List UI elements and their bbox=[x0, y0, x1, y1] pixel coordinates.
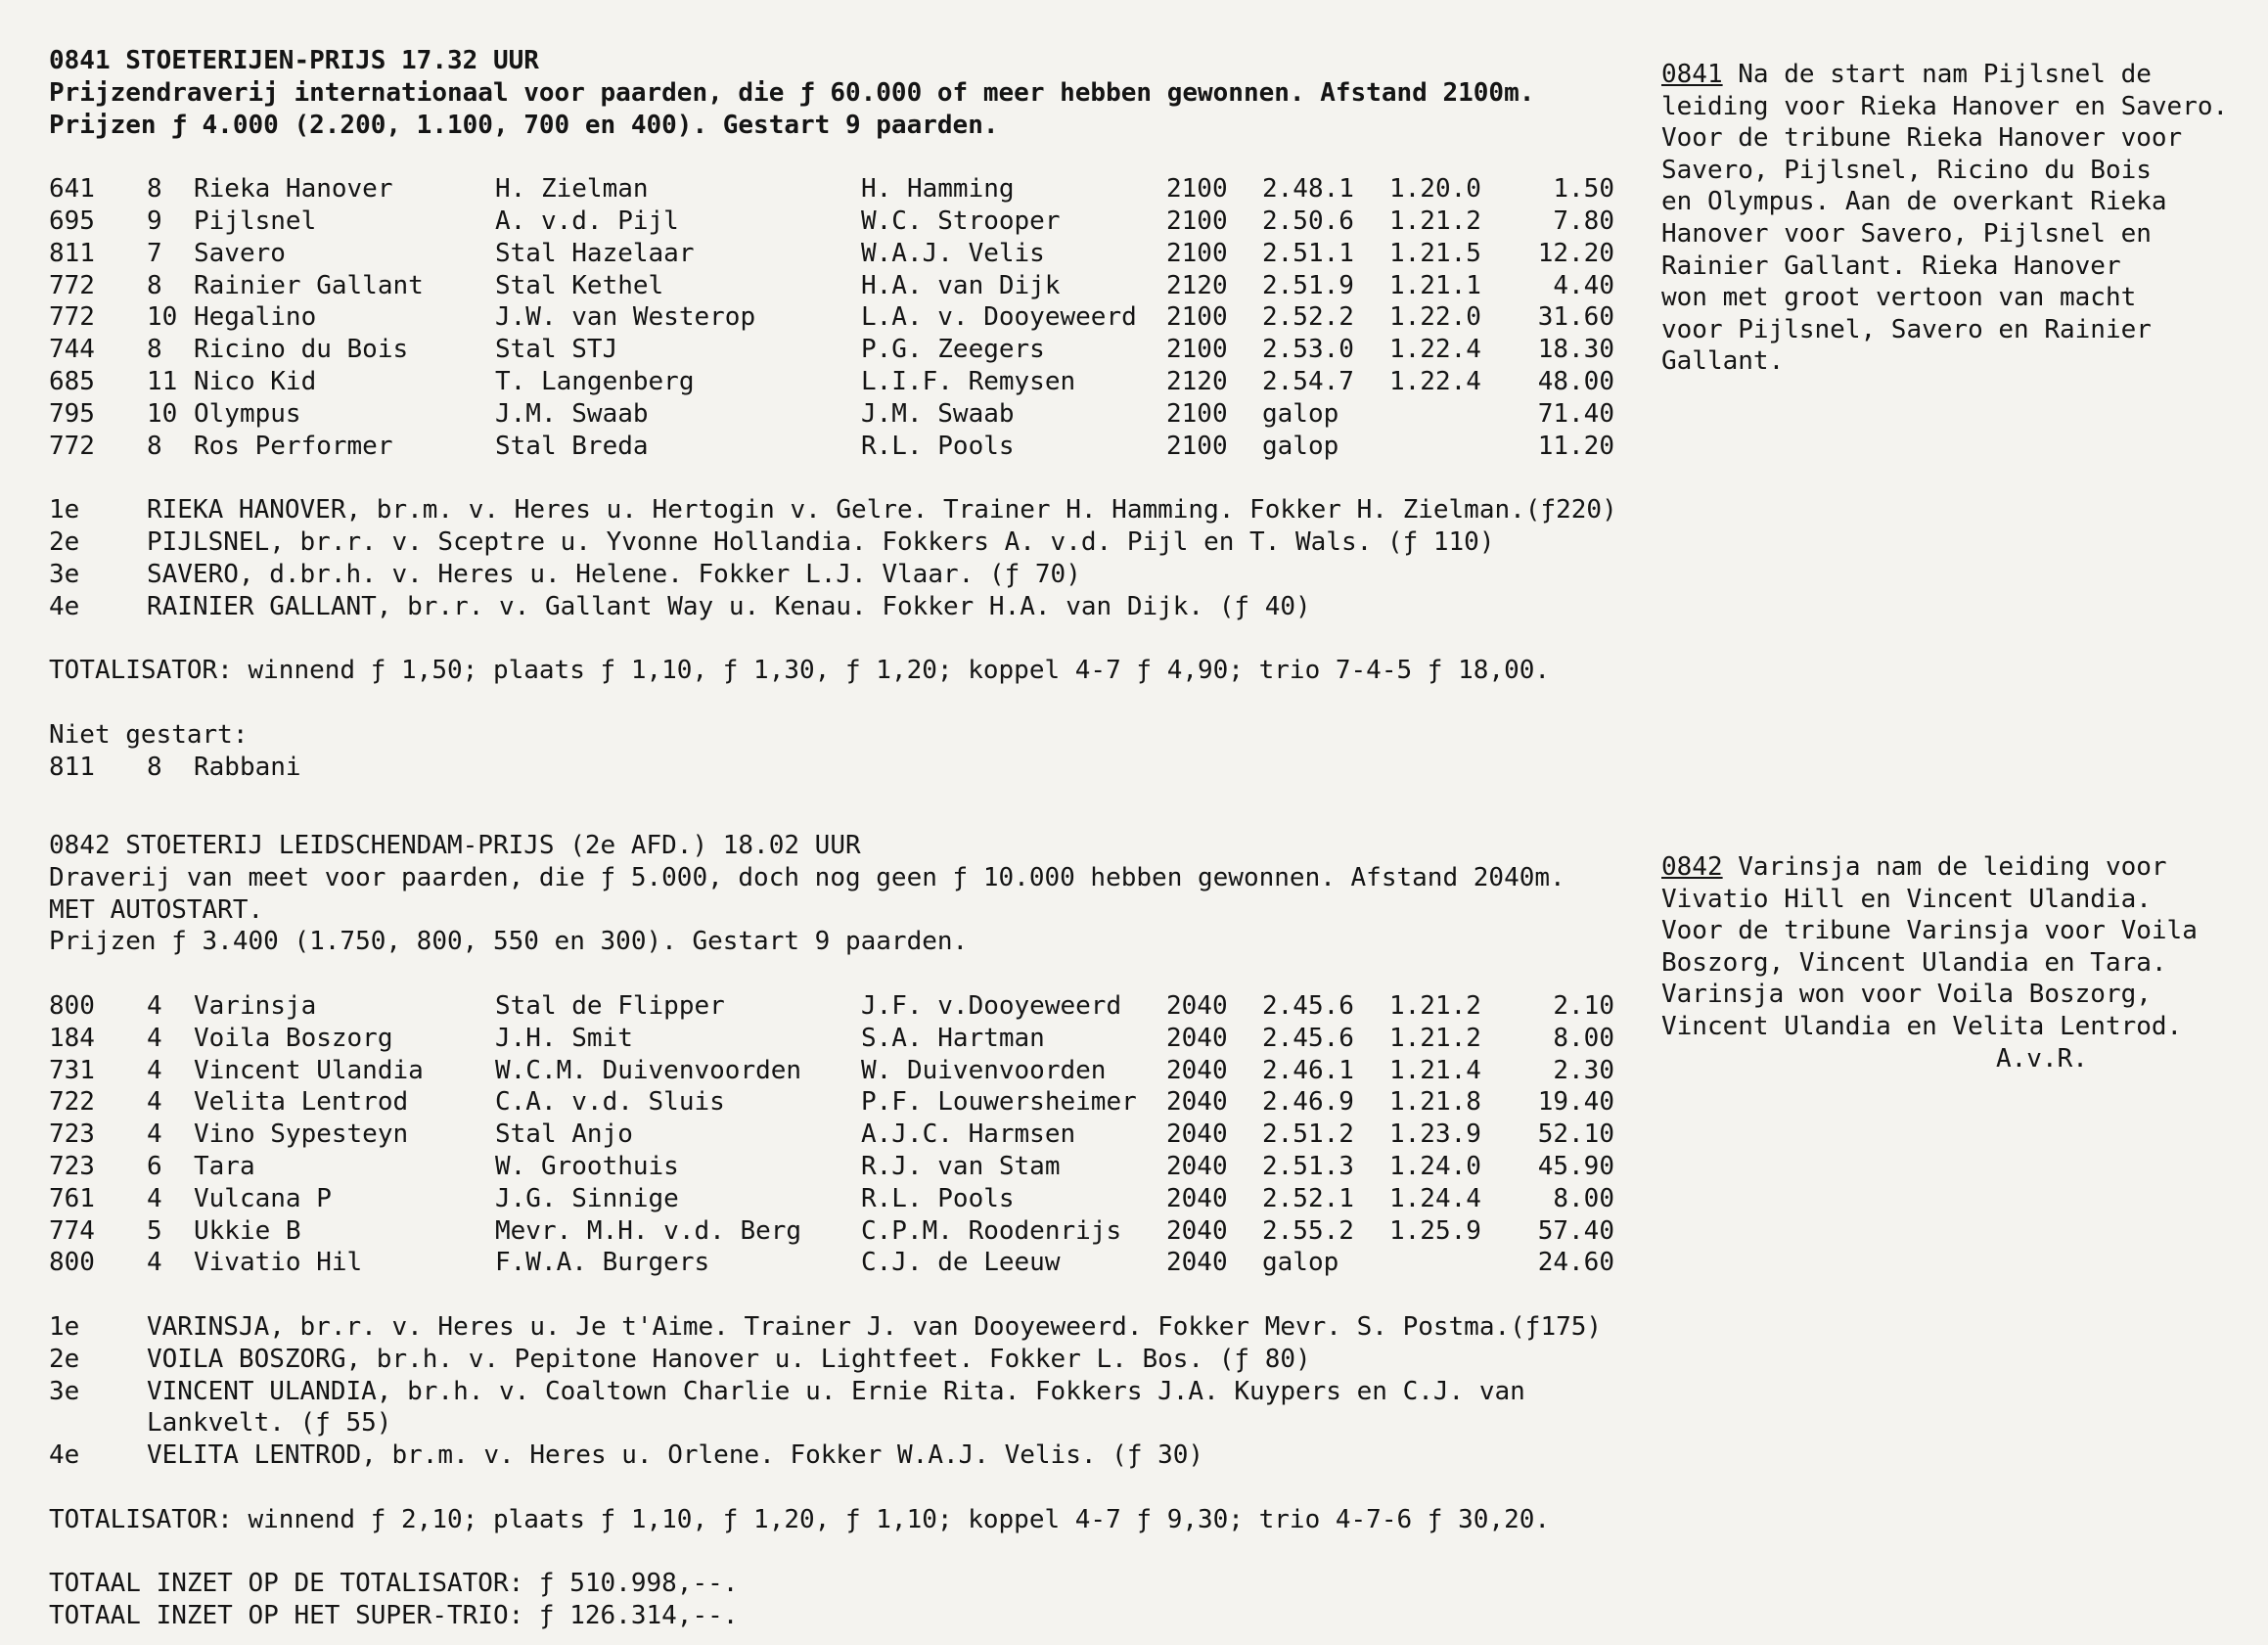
entry-age: 4 bbox=[147, 1023, 162, 1053]
placing-position: 3e bbox=[49, 1376, 80, 1406]
entry-owner: W. Groothuis bbox=[495, 1151, 679, 1181]
placing-row bbox=[49, 1311, 1634, 1344]
entry-time: 2.48.1 bbox=[1262, 174, 1354, 205]
entry-odds: 11.20 bbox=[1537, 431, 1614, 461]
entry-owner: H. Zielman bbox=[495, 174, 649, 205]
table-row bbox=[49, 173, 1634, 206]
entry-trainer: J.F. v.Dooyeweerd bbox=[861, 990, 1122, 1021]
entries-table bbox=[49, 990, 1634, 1279]
table-row bbox=[49, 270, 1634, 302]
commentary-line: voor Pijlsnel, Savero en Rainier bbox=[1661, 314, 2152, 344]
entry-distance: 2040 bbox=[1166, 1215, 1228, 1246]
entry-odds: 57.40 bbox=[1537, 1215, 1614, 1246]
table-row bbox=[49, 1247, 1634, 1279]
not-started-label: Niet gestart: bbox=[49, 719, 249, 750]
entry-trainer: W.A.J. Velis bbox=[861, 238, 1045, 268]
entry-owner: Stal STJ bbox=[495, 335, 618, 365]
placing-text: VELITA LENTROD, br.m. v. Heres u. Orlene. Fokker W.A.J. Velis. (ƒ 30) bbox=[147, 1440, 1204, 1471]
entry-horse: Velita Lentrod bbox=[194, 1087, 409, 1118]
entry-trainer: P.G. Zeegers bbox=[861, 335, 1045, 365]
entry-trainer: P.F. Louwersheimer bbox=[861, 1087, 1137, 1118]
entry-odds: 7.80 bbox=[1553, 206, 1614, 236]
entry-age: 8 bbox=[147, 174, 162, 205]
placing-row bbox=[49, 494, 1634, 526]
entry-km-time: 1.20.0 bbox=[1389, 174, 1481, 205]
entry-odds: 48.00 bbox=[1537, 366, 1614, 396]
placing-row bbox=[49, 1376, 1634, 1408]
entry-horse: Nico Kid bbox=[194, 366, 317, 396]
entry-horse: Olympus bbox=[194, 398, 301, 429]
entry-num: 800 bbox=[49, 1248, 95, 1278]
entry-time: galop bbox=[1262, 431, 1339, 461]
entry-distance: 2040 bbox=[1166, 1248, 1228, 1278]
table-row bbox=[49, 431, 1634, 463]
entry-horse: Pijlsnel bbox=[194, 206, 317, 236]
entry-horse: Tara bbox=[194, 1151, 255, 1181]
not-started-list bbox=[49, 752, 1634, 784]
entry-time: 2.55.2 bbox=[1262, 1215, 1354, 1246]
entry-distance: 2100 bbox=[1166, 398, 1228, 429]
entry-owner: Stal Hazelaar bbox=[495, 238, 695, 268]
entry-odds: 2.10 bbox=[1553, 990, 1614, 1021]
entry-age: 8 bbox=[147, 752, 162, 782]
placing-position: 4e bbox=[49, 591, 80, 621]
entry-km-time: 1.22.4 bbox=[1389, 366, 1481, 396]
placing-text: VINCENT ULANDIA, br.h. v. Coaltown Charlie u. Ernie Rita. Fokkers J.A. Kuypers en C.J. van bbox=[147, 1376, 1525, 1406]
entry-horse: Rieka Hanover bbox=[194, 174, 393, 205]
entry-time: 2.52.2 bbox=[1262, 302, 1354, 333]
placing-text: VOILA BOSZORG, br.h. v. Pepitone Hanover u. Lightfeet. Fokker L. Bos. (ƒ 80) bbox=[147, 1344, 1311, 1374]
entry-age: 11 bbox=[147, 366, 178, 396]
commentary-line: Rainier Gallant. Rieka Hanover bbox=[1661, 251, 2121, 281]
entry-distance: 2100 bbox=[1166, 238, 1228, 268]
placing-row bbox=[49, 1344, 1634, 1376]
entry-time: galop bbox=[1262, 398, 1339, 429]
entry-km-time: 1.21.4 bbox=[1389, 1055, 1481, 1085]
table-row bbox=[49, 1086, 1634, 1119]
placings-list bbox=[49, 494, 1634, 622]
entry-horse: Vulcana P bbox=[194, 1183, 332, 1213]
entry-time: 2.51.2 bbox=[1262, 1120, 1354, 1150]
commentary-line: Voor de tribune Rieka Hanover voor bbox=[1661, 123, 2183, 154]
entry-age: 8 bbox=[147, 431, 162, 461]
race-commentary-0841 bbox=[1661, 59, 2268, 378]
entry-age: 4 bbox=[147, 990, 162, 1021]
entry-age: 10 bbox=[147, 302, 178, 333]
race-prizes: Prijzen ƒ 4.000 (2.200, 1.100, 700 en 400). Gestart 9 paarden. bbox=[49, 110, 999, 140]
race-start-type: MET AUTOSTART. bbox=[49, 894, 264, 925]
entry-num: 772 bbox=[49, 302, 95, 333]
race-description: Prijzendraverij internationaal voor paarden, die ƒ 60.000 of meer hebben gewonnen. Afstand 2100m. bbox=[49, 77, 1535, 108]
entry-odds: 19.40 bbox=[1537, 1087, 1614, 1118]
entry-time: 2.45.6 bbox=[1262, 1023, 1354, 1053]
placing-text: RIEKA HANOVER, br.m. v. Heres u. Hertogin v. Gelre. Trainer H. Hamming. Fokker H. Zielman.(ƒ220) bbox=[147, 495, 1617, 525]
entry-num: 772 bbox=[49, 431, 95, 461]
entry-trainer: H.A. van Dijk bbox=[861, 270, 1061, 300]
entry-horse: Ros Performer bbox=[194, 431, 393, 461]
entry-odds: 2.30 bbox=[1553, 1055, 1614, 1085]
placing-row bbox=[49, 591, 1634, 623]
entry-odds: 31.60 bbox=[1537, 302, 1614, 333]
entry-age: 6 bbox=[147, 1151, 162, 1181]
entry-age: 4 bbox=[147, 1120, 162, 1150]
table-row bbox=[49, 334, 1634, 366]
entry-horse: Vincent Ulandia bbox=[194, 1055, 424, 1085]
entry-trainer: W. Duivenvoorden bbox=[861, 1055, 1107, 1085]
entry-num: 744 bbox=[49, 335, 95, 365]
commentary-line: Gallant. bbox=[1661, 346, 1785, 377]
entry-age: 4 bbox=[147, 1055, 162, 1085]
entry-km-time: 1.21.2 bbox=[1389, 990, 1481, 1021]
race-description: Draverij van meet voor paarden, die ƒ 5.000, doch nog geen ƒ 10.000 hebben gewonnen. Afstand 2040m. bbox=[49, 862, 1565, 892]
entry-distance: 2040 bbox=[1166, 1055, 1228, 1085]
entry-odds: 8.00 bbox=[1553, 1183, 1614, 1213]
commentary-line: Boszorg, Vincent Ulandia en Tara. bbox=[1661, 947, 2167, 978]
entry-distance: 2040 bbox=[1166, 1183, 1228, 1213]
entry-trainer: A.J.C. Harmsen bbox=[861, 1120, 1076, 1150]
total-stake-line: TOTAAL INZET OP DE TOTALISATOR: ƒ 510.998,--. bbox=[49, 1569, 739, 1599]
entry-distance: 2100 bbox=[1166, 206, 1228, 236]
entry-age: 4 bbox=[147, 1248, 162, 1278]
commentary-line: leiding voor Rieka Hanover en Savero. bbox=[1661, 91, 2229, 121]
entry-km-time: 1.24.0 bbox=[1389, 1151, 1481, 1181]
entry-horse: Rabbani bbox=[194, 752, 301, 782]
entry-km-time: 1.21.1 bbox=[1389, 270, 1481, 300]
entry-owner: J.H. Smit bbox=[495, 1023, 633, 1053]
entry-num: 723 bbox=[49, 1151, 95, 1181]
table-row bbox=[49, 398, 1634, 431]
entry-km-time: 1.23.9 bbox=[1389, 1120, 1481, 1150]
entry-num: 800 bbox=[49, 990, 95, 1021]
entry-distance: 2100 bbox=[1166, 174, 1228, 205]
entry-odds: 4.40 bbox=[1553, 270, 1614, 300]
entry-num: 811 bbox=[49, 752, 95, 782]
entry-horse: Ukkie B bbox=[194, 1215, 301, 1246]
entry-time: galop bbox=[1262, 1248, 1339, 1278]
entry-age: 9 bbox=[147, 206, 162, 236]
commentary-line: Hanover voor Savero, Pijlsnel en bbox=[1661, 218, 2152, 249]
author-initials: A.v.R. bbox=[1996, 1043, 2088, 1074]
commentary-race-number: 0841 bbox=[1661, 60, 1723, 89]
entry-horse: Rainier Gallant bbox=[194, 270, 424, 300]
commentary-line: Voor de tribune Varinsja voor Voila bbox=[1661, 916, 2198, 946]
entry-distance: 2100 bbox=[1166, 302, 1228, 333]
entry-horse: Ricino du Bois bbox=[194, 335, 409, 365]
commentary-line: Savero, Pijlsnel, Ricino du Bois bbox=[1661, 155, 2152, 185]
entry-owner: Stal Kethel bbox=[495, 270, 664, 300]
table-row bbox=[49, 1151, 1634, 1183]
entry-km-time: 1.22.4 bbox=[1389, 335, 1481, 365]
entry-trainer: R.L. Pools bbox=[861, 1183, 1015, 1213]
entry-time: 2.45.6 bbox=[1262, 990, 1354, 1021]
table-row bbox=[49, 238, 1634, 270]
entry-km-time: 1.25.9 bbox=[1389, 1215, 1481, 1246]
placing-position: 2e bbox=[49, 526, 80, 557]
entry-trainer: C.P.M. Roodenrijs bbox=[861, 1215, 1122, 1246]
race-commentary-0842 bbox=[1661, 851, 2268, 1074]
entry-owner: Mevr. M.H. v.d. Berg bbox=[495, 1215, 802, 1246]
entry-owner: J.M. Swaab bbox=[495, 398, 649, 429]
entry-trainer: H. Hamming bbox=[861, 174, 1015, 205]
entry-km-time: 1.21.2 bbox=[1389, 1023, 1481, 1053]
entry-time: 2.46.9 bbox=[1262, 1087, 1354, 1118]
table-row bbox=[49, 206, 1634, 238]
placing-text: RAINIER GALLANT, br.r. v. Gallant Way u. Kenau. Fokker H.A. van Dijk. (ƒ 40) bbox=[147, 591, 1311, 621]
entry-owner: J.G. Sinnige bbox=[495, 1183, 679, 1213]
entry-time: 2.51.1 bbox=[1262, 238, 1354, 268]
entry-distance: 2040 bbox=[1166, 1120, 1228, 1150]
totalisator-line: TOTALISATOR: winnend ƒ 1,50; plaats ƒ 1,10, ƒ 1,30, ƒ 1,20; koppel 4-7 ƒ 4,90; trio 7-4-5 ƒ 18,00. bbox=[49, 656, 1551, 686]
entry-num: 723 bbox=[49, 1120, 95, 1150]
entry-distance: 2040 bbox=[1166, 1023, 1228, 1053]
entry-distance: 2040 bbox=[1166, 1151, 1228, 1181]
entry-num: 722 bbox=[49, 1087, 95, 1118]
table-row bbox=[49, 1215, 1634, 1248]
entry-odds: 12.20 bbox=[1537, 238, 1614, 268]
placings-list bbox=[49, 1311, 1634, 1472]
entry-trainer: L.A. v. Dooyeweerd bbox=[861, 302, 1137, 333]
placing-position: 2e bbox=[49, 1344, 80, 1374]
race-prizes: Prijzen ƒ 3.400 (1.750, 800, 550 en 300). Gestart 9 paarden. bbox=[49, 927, 969, 957]
commentary-text: Na de start nam Pijlsnel de bbox=[1722, 60, 2152, 89]
entry-age: 4 bbox=[147, 1183, 162, 1213]
commentary-line: Varinsja won voor Voila Boszorg, bbox=[1661, 980, 2152, 1010]
entry-trainer: C.J. de Leeuw bbox=[861, 1248, 1061, 1278]
entry-trainer: R.J. van Stam bbox=[861, 1151, 1061, 1181]
entry-age: 8 bbox=[147, 270, 162, 300]
entry-time: 2.51.9 bbox=[1262, 270, 1354, 300]
entry-odds: 24.60 bbox=[1537, 1248, 1614, 1278]
race-0841 bbox=[49, 45, 1634, 783]
entry-owner: Stal Breda bbox=[495, 431, 649, 461]
entry-time: 2.52.1 bbox=[1262, 1183, 1354, 1213]
race-0842 bbox=[49, 830, 1634, 1632]
entry-owner: F.W.A. Burgers bbox=[495, 1248, 710, 1278]
placing-position: 3e bbox=[49, 559, 80, 589]
entry-horse: Vino Sypesteyn bbox=[194, 1120, 409, 1150]
commentary-line bbox=[1661, 851, 2268, 884]
entry-owner: C.A. v.d. Sluis bbox=[495, 1087, 725, 1118]
commentary-text: Varinsja nam de leiding voor bbox=[1722, 852, 2167, 882]
entry-distance: 2100 bbox=[1166, 431, 1228, 461]
placing-row bbox=[49, 1439, 1634, 1472]
entry-num: 772 bbox=[49, 270, 95, 300]
entry-trainer: S.A. Hartman bbox=[861, 1023, 1045, 1053]
commentary-line: Vivatio Hill en Vincent Ulandia. bbox=[1661, 884, 2152, 914]
total-super-trio-line: TOTAAL INZET OP HET SUPER-TRIO: ƒ 126.314,--. bbox=[49, 1601, 739, 1631]
entry-owner: A. v.d. Pijl bbox=[495, 206, 679, 236]
table-row bbox=[49, 1119, 1634, 1151]
race-header: 0841 STOETERIJEN-PRIJS 17.32 UUR bbox=[49, 46, 539, 75]
entry-age: 5 bbox=[147, 1215, 162, 1246]
table-row bbox=[49, 990, 1634, 1023]
entry-distance: 2100 bbox=[1166, 335, 1228, 365]
entry-km-time: 1.24.4 bbox=[1389, 1183, 1481, 1213]
entry-num: 811 bbox=[49, 238, 95, 268]
entry-km-time: 1.21.5 bbox=[1389, 238, 1481, 268]
entry-trainer: R.L. Pools bbox=[861, 431, 1015, 461]
placing-row-continued bbox=[49, 1407, 1634, 1439]
placing-position: 1e bbox=[49, 495, 80, 525]
placing-position: 4e bbox=[49, 1440, 80, 1471]
table-row bbox=[49, 366, 1634, 398]
entry-km-time: 1.21.8 bbox=[1389, 1087, 1481, 1118]
entry-km-time: 1.22.0 bbox=[1389, 302, 1481, 333]
commentary-race-number: 0842 bbox=[1661, 852, 1723, 882]
table-row bbox=[49, 1023, 1634, 1055]
entry-trainer: L.I.F. Remysen bbox=[861, 366, 1076, 396]
entry-age: 8 bbox=[147, 335, 162, 365]
entry-time: 2.50.6 bbox=[1262, 206, 1354, 236]
entry-horse: Savero bbox=[194, 238, 286, 268]
entry-odds: 52.10 bbox=[1537, 1120, 1614, 1150]
entry-num: 761 bbox=[49, 1183, 95, 1213]
entry-trainer: W.C. Strooper bbox=[861, 206, 1061, 236]
entry-owner: T. Langenberg bbox=[495, 366, 695, 396]
entry-horse: Hegalino bbox=[194, 302, 317, 333]
entry-horse: Vivatio Hil bbox=[194, 1248, 363, 1278]
entries-table bbox=[49, 173, 1634, 462]
entry-num: 641 bbox=[49, 174, 95, 205]
entry-age: 4 bbox=[147, 1087, 162, 1118]
entry-num: 774 bbox=[49, 1215, 95, 1246]
placing-text: VARINSJA, br.r. v. Heres u. Je t'Aime. Trainer J. van Dooyeweerd. Fokker Mevr. S. Postma.(ƒ175) bbox=[147, 1311, 1603, 1342]
commentary-line: Vincent Ulandia en Velita Lentrod. bbox=[1661, 1011, 2183, 1041]
totalisator-line: TOTALISATOR: winnend ƒ 2,10; plaats ƒ 1,10, ƒ 1,20, ƒ 1,10; koppel 4-7 ƒ 9,30; trio 4-7-6 ƒ 30,20. bbox=[49, 1504, 1551, 1534]
table-row bbox=[49, 1055, 1634, 1087]
entry-distance: 2120 bbox=[1166, 366, 1228, 396]
race-header: 0842 STOETERIJ LEIDSCHENDAM-PRIJS (2e AFD.) 18.02 UUR bbox=[49, 831, 861, 860]
placing-text: SAVERO, d.br.h. v. Heres u. Helene. Fokker L.J. Vlaar. (ƒ 70) bbox=[147, 559, 1081, 589]
entry-horse: Varinsja bbox=[194, 990, 317, 1021]
placing-text: Lankvelt. (ƒ 55) bbox=[147, 1408, 392, 1439]
table-row bbox=[49, 1183, 1634, 1215]
entry-odds: 45.90 bbox=[1537, 1151, 1614, 1181]
entry-trainer: J.M. Swaab bbox=[861, 398, 1015, 429]
entry-odds: 1.50 bbox=[1553, 174, 1614, 205]
entry-age: 7 bbox=[147, 238, 162, 268]
entry-time: 2.54.7 bbox=[1262, 366, 1354, 396]
entry-time: 2.51.3 bbox=[1262, 1151, 1354, 1181]
entry-num: 695 bbox=[49, 206, 95, 236]
entry-owner: W.C.M. Duivenvoorden bbox=[495, 1055, 802, 1085]
entry-distance: 2040 bbox=[1166, 1087, 1228, 1118]
entry-odds: 18.30 bbox=[1537, 335, 1614, 365]
entry-num: 731 bbox=[49, 1055, 95, 1085]
entry-num: 184 bbox=[49, 1023, 95, 1053]
placing-position: 1e bbox=[49, 1311, 80, 1342]
placing-row bbox=[49, 559, 1634, 591]
table-row bbox=[49, 301, 1634, 334]
placing-text: PIJLSNEL, br.r. v. Sceptre u. Yvonne Hollandia. Fokkers A. v.d. Pijl en T. Wals. (ƒ 110) bbox=[147, 526, 1495, 557]
entry-time: 2.53.0 bbox=[1262, 335, 1354, 365]
entry-owner: J.W. van Westerop bbox=[495, 302, 756, 333]
entry-km-time: 1.21.2 bbox=[1389, 206, 1481, 236]
entry-odds: 8.00 bbox=[1553, 1023, 1614, 1053]
entry-horse: Voila Boszorg bbox=[194, 1023, 393, 1053]
entry-distance: 2040 bbox=[1166, 990, 1228, 1021]
entry-odds: 71.40 bbox=[1537, 398, 1614, 429]
entry-time: 2.46.1 bbox=[1262, 1055, 1354, 1085]
entry-age: 10 bbox=[147, 398, 178, 429]
list-item bbox=[49, 752, 1634, 784]
entry-num: 685 bbox=[49, 366, 95, 396]
entry-owner: Stal de Flipper bbox=[495, 990, 725, 1021]
entry-distance: 2120 bbox=[1166, 270, 1228, 300]
entry-num: 795 bbox=[49, 398, 95, 429]
commentary-line: en Olympus. Aan de overkant Rieka bbox=[1661, 187, 2167, 217]
commentary-line bbox=[1661, 59, 2268, 91]
placing-row bbox=[49, 526, 1634, 559]
entry-owner: Stal Anjo bbox=[495, 1120, 633, 1150]
commentary-line: won met groot vertoon van macht bbox=[1661, 283, 2137, 313]
